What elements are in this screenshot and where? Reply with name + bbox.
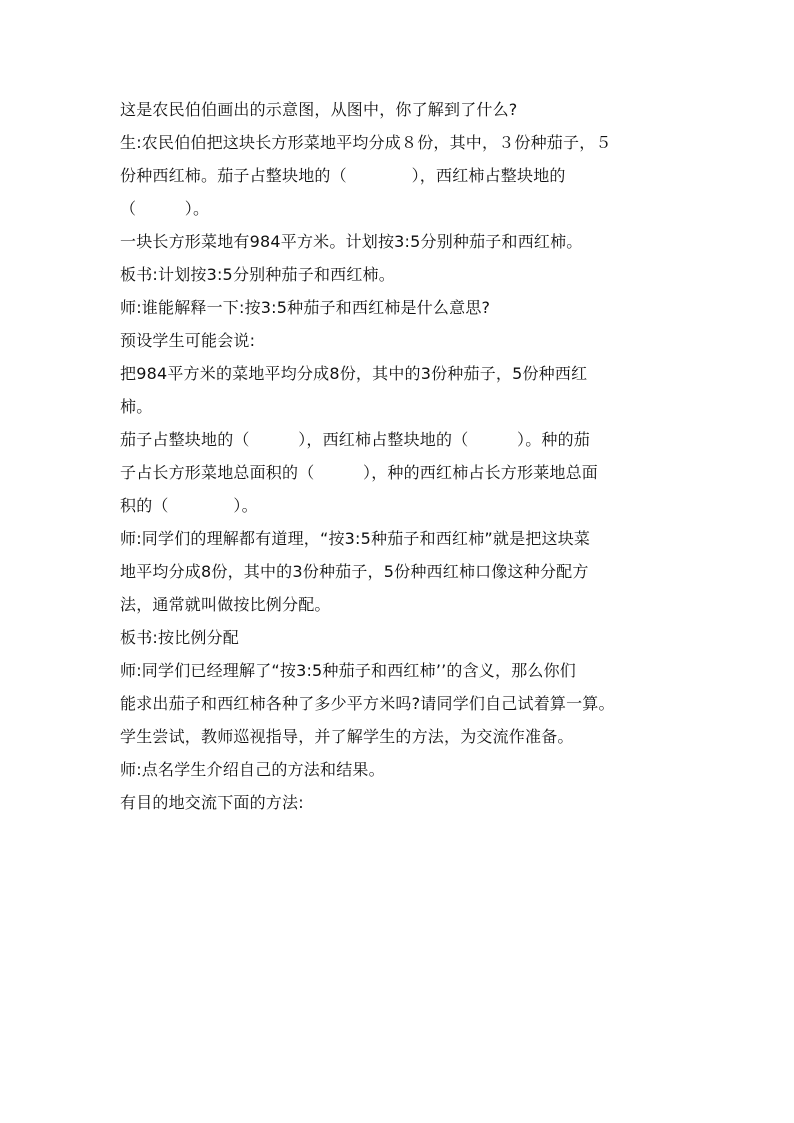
text-line: 份种西红柿。茄子占整块地的（ ），西红柿占整块地的 bbox=[120, 166, 566, 185]
text-line: 把984平方米的菜地平均分成8份，其中的3份种茄子，5份种西红 bbox=[120, 364, 588, 383]
text-line: 能求出茄子和西红柿各种了多少平方米吗?请同学们自己试着算一算。 bbox=[120, 694, 615, 713]
text-line: 预设学生可能会说: bbox=[120, 331, 256, 350]
text-line: 一块长方形菜地有984平方米。计划按3:5分别种茄子和西红柿。 bbox=[120, 232, 583, 251]
text-line: 板书:计划按3:5分别种茄子和西红柿。 bbox=[120, 265, 395, 284]
text-line: 板书:按比例分配 bbox=[120, 628, 239, 647]
text-line: 法，通常就叫做按比例分配。 bbox=[120, 595, 331, 614]
text-line: 师:谁能解释一下:按3:5种茄子和西红柿是什么意思? bbox=[120, 298, 491, 317]
document-body bbox=[120, 100, 685, 826]
text-line: 这是农民伯伯画出的示意图，从图中，你了解到了什么? bbox=[120, 100, 518, 119]
text-line: 有目的地交流下面的方法: bbox=[120, 793, 304, 812]
text-line: 茄子占整块地的（ ），西红柿占整块地的（ ）。种的茄 bbox=[120, 430, 591, 449]
text-line: 师:点名学生介绍自己的方法和结果。 bbox=[120, 760, 385, 779]
text-line: 师:同学们的理解都有道理，“按3:5种茄子和西红柿”就是把这块菜 bbox=[120, 529, 591, 548]
text-line: 柿。 bbox=[120, 397, 153, 416]
text-line: 子占长方形菜地总面积的（ ），种的西红柿占长方形莱地总面 bbox=[120, 463, 599, 482]
text-line: 学生尝试，教师巡视指导，并了解学生的方法，为交流作准备。 bbox=[120, 727, 574, 746]
text-line: 积的（ ）。 bbox=[120, 496, 258, 515]
text-line: （ ）。 bbox=[120, 199, 210, 218]
text-line: 生:农民伯伯把这块长方形菜地平均分成８份，其中，３份种茄子，５ bbox=[120, 133, 612, 152]
text-line: 师:同学们已经理解了“按3:5种茄子和西红柿’’的含义，那么你们 bbox=[120, 661, 577, 680]
text-line: 地平均分成8份，其中的3份种茄子，5份种西红柿口像这种分配方 bbox=[120, 562, 589, 581]
